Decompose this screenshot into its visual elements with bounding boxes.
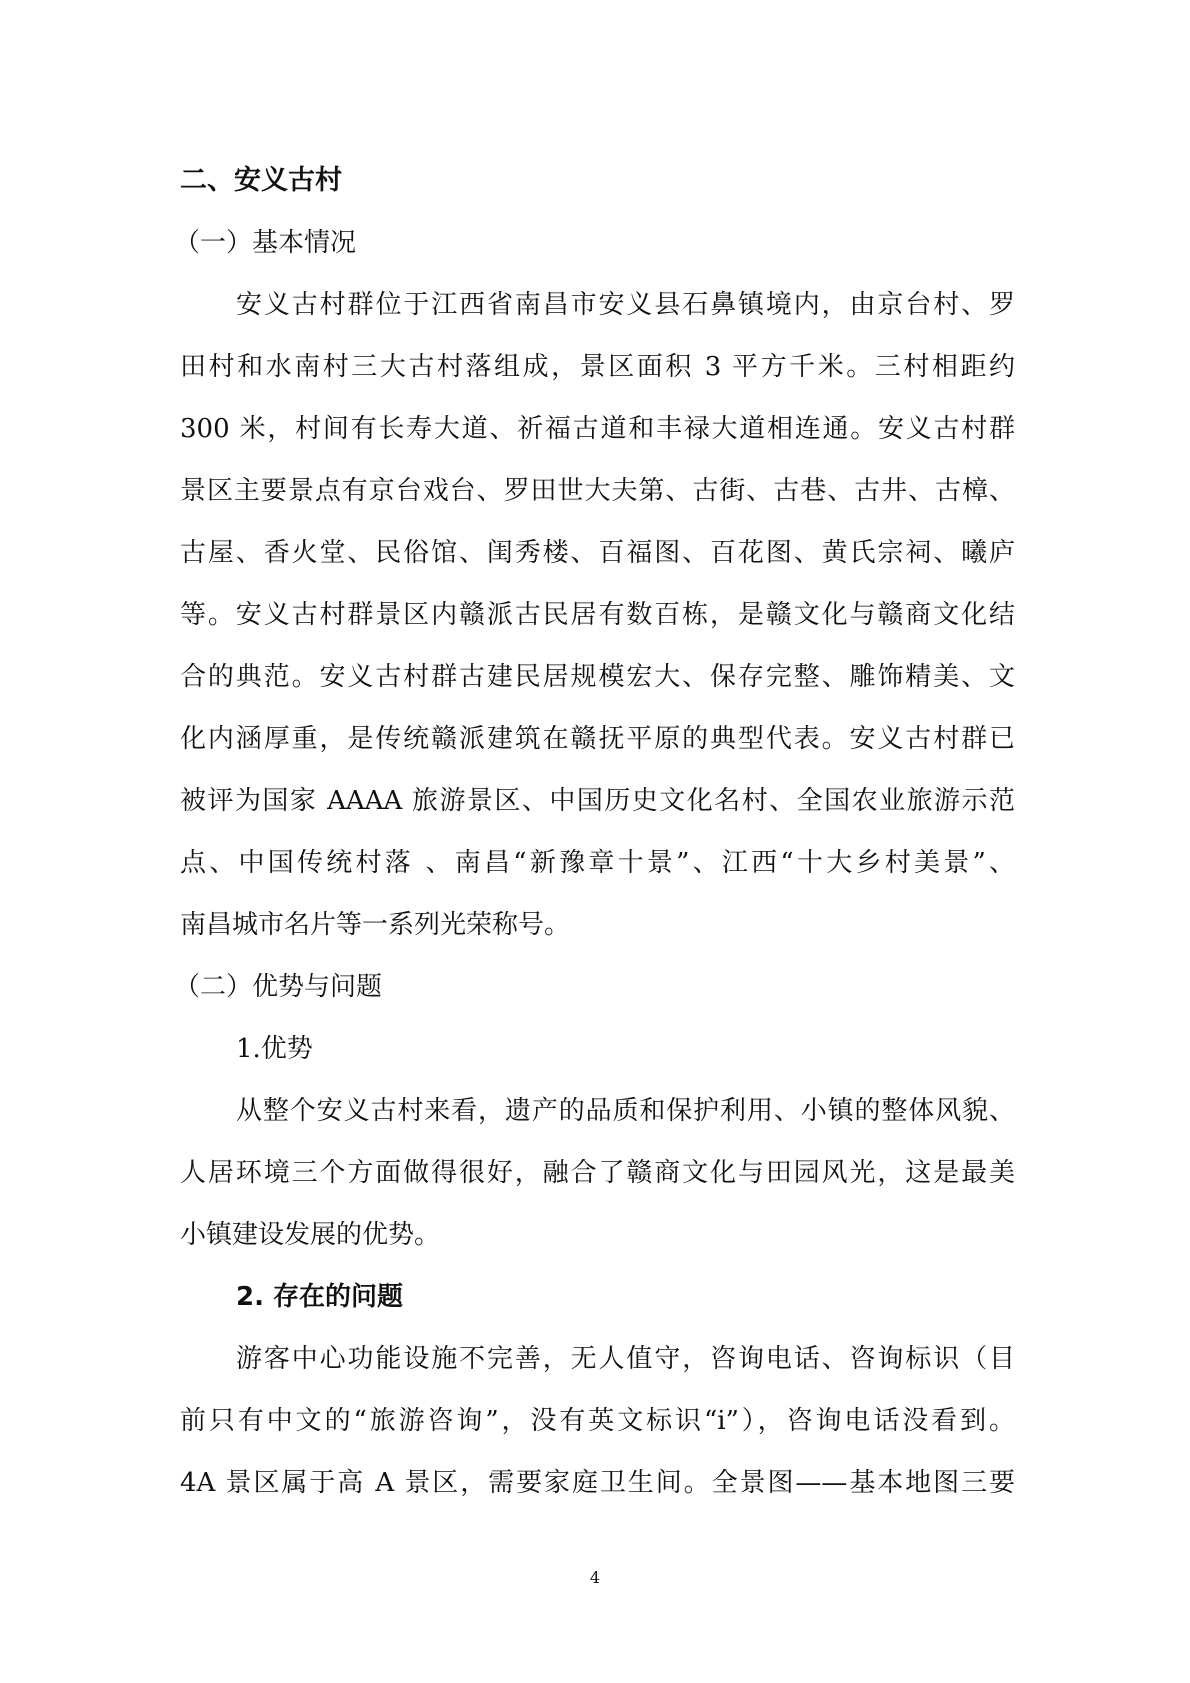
paragraph-line: 合的典范。安义古村群古建民居规模宏大、保存完整、雕饰精美、文 <box>180 662 1015 692</box>
paragraph-line: 人居环境三个方面做得很好，融合了赣商文化与田园风光，这是最美 <box>180 1158 1015 1188</box>
paragraph-line: 点、中国传统村落 、南昌“新豫章十景”、江西“十大乡村美景”、 <box>180 848 1015 878</box>
paragraph-line: 从整个安义古村来看，遗产的品质和保护利用、小镇的整体风貌、 <box>236 1096 1015 1126</box>
page-content <box>174 150 1015 1514</box>
subsection-title-advantages-problems: （二）优势与问题 <box>174 972 383 1002</box>
paragraph-line: 景区主要景点有京台戏台、罗田世大夫第、古街、古巷、古井、古樟、 <box>180 476 1015 506</box>
paragraph-line: 小镇建设发展的优势。 <box>180 1220 441 1250</box>
paragraph-problems <box>180 1328 1015 1514</box>
paragraph-line: 等。安义古村群景区内赣派古民居有数百栋，是赣文化与赣商文化结 <box>180 600 1015 630</box>
subsection-title-basic-info: （一）基本情况 <box>174 228 357 258</box>
paragraph-line: 化内涵厚重，是传统赣派建筑在赣抚平原的典型代表。安义古村群已 <box>180 724 1015 754</box>
paragraph-line: 古屋、香火堂、民俗馆、闺秀楼、百福图、百花图、黄氏宗祠、曦庐 <box>180 538 1015 568</box>
paragraph-line: 前只有中文的“旅游咨询”，没有英文标识“i”），咨询电话没看到。 <box>180 1406 1015 1436</box>
page-number: 4 <box>589 1568 601 1587</box>
section-title: 二、安义古村 <box>180 165 342 196</box>
paragraph-line: 被评为国家 AAAA 旅游景区、中国历史文化名村、全国农业旅游示范 <box>180 786 1015 816</box>
item-title-problems: 2. 存在的问题 <box>236 1282 404 1312</box>
paragraph-line: 4A 景区属于高 A 景区，需要家庭卫生间。全景图——基本地图三要 <box>180 1468 1015 1498</box>
paragraph-line: 安义古村群位于江西省南昌市安义县石鼻镇境内，由京台村、罗 <box>236 290 1015 320</box>
item-title-advantages: 1.优势 <box>236 1034 313 1064</box>
paragraph-line: 300 米，村间有长寿大道、祈福古道和丰禄大道相连通。安义古村群 <box>180 414 1015 444</box>
paragraph-basic-info <box>180 274 1015 956</box>
paragraph-line: 南昌城市名片等一系列光荣称号。 <box>180 910 571 940</box>
paragraph-advantages <box>180 1080 1015 1266</box>
paragraph-line: 田村和水南村三大古村落组成，景区面积 3 平方千米。三村相距约 <box>180 352 1015 382</box>
paragraph-line: 游客中心功能设施不完善，无人值守，咨询电话、咨询标识（目 <box>236 1344 1015 1374</box>
